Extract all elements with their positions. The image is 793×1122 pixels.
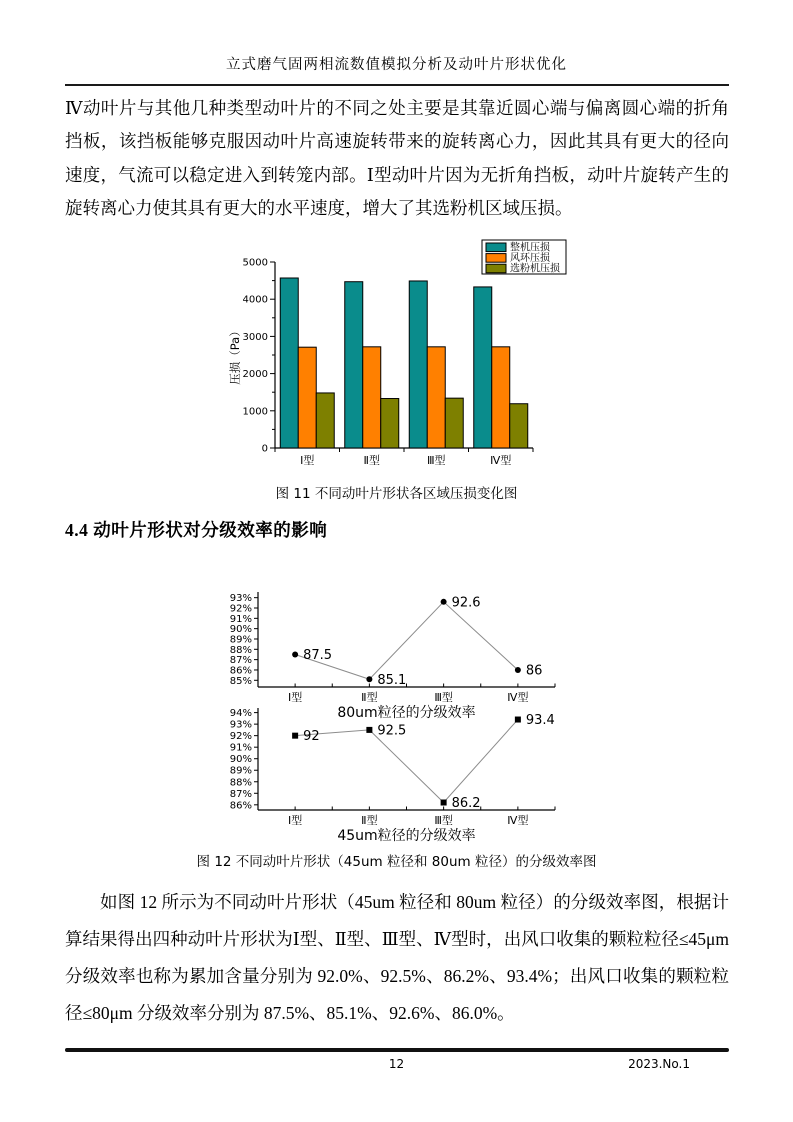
svg-text:0: 0 bbox=[261, 443, 268, 455]
body-paragraph-2: 如图 12 所示为不同动叶片形状（45um 粒径和 80um 粒径）的分级效率图，根据计算结果得出四种动叶片形状为Ⅰ型、Ⅱ型、Ⅲ型、Ⅳ型时，出风口收集的颗粒粒径≤45μm 分级效率也称为累加含量分别为 92.0%、92.5%、86.2%、93.4%；出风口收集的颗粒粒径≤80μm 分级效率分别为 87.5%、85.1%、92.6%、86.0%。 bbox=[65, 892, 729, 1023]
svg-text:85%: 85% bbox=[229, 675, 252, 687]
x-axis-title: 45um粒径的分级效率 bbox=[337, 828, 476, 844]
data-point bbox=[515, 717, 521, 723]
svg-text:93%: 93% bbox=[229, 719, 252, 731]
svg-text:92%: 92% bbox=[229, 603, 252, 615]
svg-text:90%: 90% bbox=[229, 754, 252, 766]
bar bbox=[427, 347, 445, 448]
svg-text:Ⅳ型: Ⅳ型 bbox=[507, 814, 529, 827]
header-rule bbox=[65, 84, 729, 86]
svg-text:94%: 94% bbox=[229, 708, 252, 720]
legend-swatch bbox=[486, 264, 506, 273]
svg-text:5000: 5000 bbox=[242, 257, 268, 269]
data-point bbox=[366, 676, 372, 682]
svg-text:Ⅰ型: Ⅰ型 bbox=[288, 691, 303, 704]
legend-label: 选粉机压损 bbox=[510, 263, 560, 275]
svg-text:Ⅰ型: Ⅰ型 bbox=[300, 454, 315, 467]
bar bbox=[409, 281, 427, 448]
svg-text:89%: 89% bbox=[229, 765, 252, 777]
body-paragraph-1: Ⅳ动叶片与其他几种类型动叶片的不同之处主要是其靠近圆心端与偏离圆心端的折角挡板，该挡板能够克服因动叶片高速旋转带来的旋转离心力，因此其具有更大的径向速度，气流可以稳定进入到转笼内部。Ⅰ型动叶片因为无折角挡板，动叶片旋转产生的旋转离心力使其具有更大的水平速度，增大了其选粉机区域压损。 bbox=[65, 98, 729, 219]
legend-swatch bbox=[486, 243, 506, 252]
section-heading-4-4: 4.4 动叶片形状对分级效率的影响 bbox=[65, 520, 328, 540]
svg-text:Ⅲ型: Ⅲ型 bbox=[434, 814, 453, 827]
svg-text:87%: 87% bbox=[229, 655, 252, 667]
svg-text:88%: 88% bbox=[229, 777, 252, 789]
data-line bbox=[295, 720, 518, 803]
svg-text:Ⅱ型: Ⅱ型 bbox=[361, 691, 378, 704]
bar bbox=[280, 278, 298, 448]
svg-text:2000: 2000 bbox=[242, 369, 268, 381]
bar bbox=[381, 399, 399, 448]
svg-text:91%: 91% bbox=[229, 742, 252, 754]
point-label: 92.6 bbox=[451, 595, 481, 611]
svg-text:4000: 4000 bbox=[242, 294, 268, 306]
legend-label: 风环压损 bbox=[510, 253, 550, 265]
legend-swatch bbox=[486, 254, 506, 263]
figure12-line-chart-80um bbox=[225, 580, 590, 722]
figure11-bar-chart bbox=[225, 232, 590, 482]
svg-text:88%: 88% bbox=[229, 644, 252, 656]
svg-text:89%: 89% bbox=[229, 634, 252, 646]
svg-text:86%: 86% bbox=[229, 665, 252, 677]
svg-text:91%: 91% bbox=[229, 613, 252, 625]
svg-text:Ⅳ型: Ⅳ型 bbox=[507, 691, 529, 704]
data-point bbox=[292, 651, 298, 657]
bar bbox=[492, 347, 510, 448]
y-axis-title: 压损（Pa） bbox=[228, 325, 242, 385]
figure12-line-chart-45um bbox=[225, 702, 590, 852]
svg-text:Ⅲ型: Ⅲ型 bbox=[426, 454, 446, 467]
svg-text:87%: 87% bbox=[229, 788, 252, 800]
bar bbox=[510, 404, 528, 448]
svg-text:1000: 1000 bbox=[242, 406, 268, 418]
legend-label: 整机压损 bbox=[510, 242, 550, 254]
issue-number: 2023.No.1 bbox=[628, 1057, 690, 1071]
data-point bbox=[441, 800, 447, 806]
data-line bbox=[295, 602, 518, 679]
svg-text:93%: 93% bbox=[229, 593, 252, 605]
bar bbox=[316, 393, 334, 448]
bar bbox=[363, 347, 381, 448]
svg-text:Ⅰ型: Ⅰ型 bbox=[288, 814, 303, 827]
svg-text:Ⅲ型: Ⅲ型 bbox=[434, 691, 453, 704]
svg-text:92%: 92% bbox=[229, 731, 252, 743]
svg-text:86%: 86% bbox=[229, 800, 252, 812]
bar bbox=[298, 347, 316, 448]
point-label: 93.4 bbox=[525, 713, 555, 729]
figure12-caption: 图 12 不同动叶片形状（45um 粒径和 80um 粒径）的分级效率图 bbox=[196, 854, 597, 870]
data-point bbox=[366, 727, 372, 733]
point-label: 92 bbox=[303, 729, 320, 745]
point-label: 92.5 bbox=[377, 723, 407, 739]
footer-rule bbox=[65, 1048, 729, 1052]
point-label: 87.5 bbox=[303, 647, 333, 663]
point-label: 85.1 bbox=[377, 672, 407, 688]
bar bbox=[474, 287, 492, 448]
data-point bbox=[515, 667, 521, 673]
running-head-title: 立式磨气固两相流数值模拟分析及动叶片形状优化 bbox=[226, 57, 567, 73]
x-axis-title: 80um粒径的分级效率 bbox=[337, 705, 476, 721]
svg-text:Ⅱ型: Ⅱ型 bbox=[361, 814, 378, 827]
svg-text:Ⅳ型: Ⅳ型 bbox=[490, 454, 512, 467]
bar bbox=[445, 398, 463, 448]
svg-text:3000: 3000 bbox=[242, 331, 268, 343]
bar bbox=[345, 282, 363, 448]
point-label: 86 bbox=[525, 663, 543, 679]
data-point bbox=[292, 733, 298, 739]
svg-text:Ⅱ型: Ⅱ型 bbox=[363, 454, 380, 467]
figure11-caption: 图 11 不同动叶片形状各区域压损变化图 bbox=[275, 486, 518, 502]
data-point bbox=[441, 599, 447, 605]
page-number: 12 bbox=[388, 1057, 405, 1071]
point-label: 86.2 bbox=[451, 796, 481, 812]
svg-text:90%: 90% bbox=[229, 624, 252, 636]
